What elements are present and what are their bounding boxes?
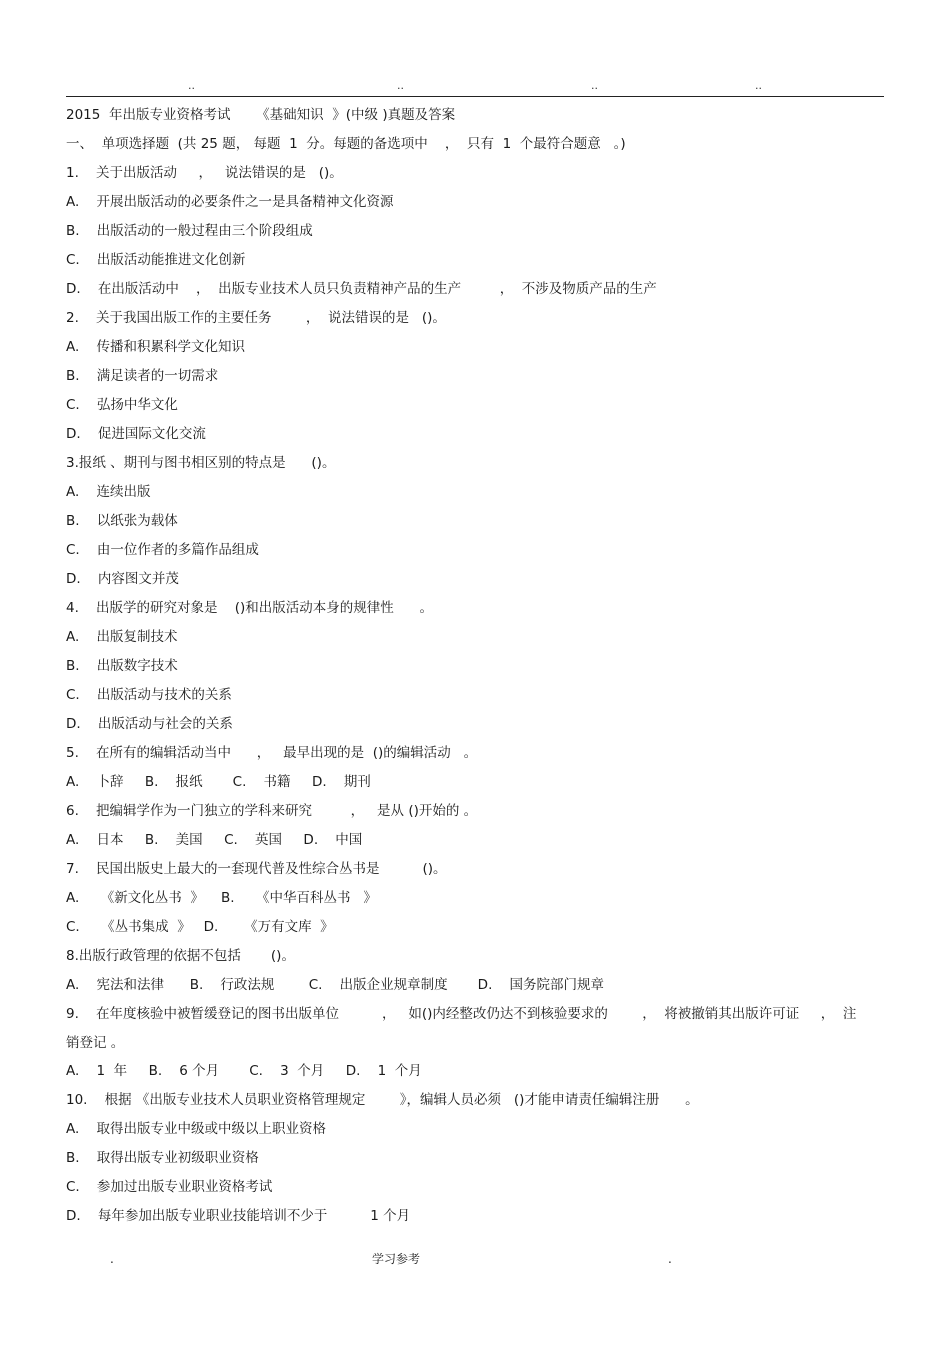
option-line: A. 取得出版专业中级或中级以上职业资格 bbox=[66, 1121, 326, 1137]
question-6: 6. 把编辑学作为一门独立的学科来研究 ， 是从 ()开始的 。 bbox=[66, 803, 478, 819]
footer-mark-right: . bbox=[668, 1252, 672, 1266]
option-line: A. 《新文化丛书 》 B. 《中华百科丛书 》 bbox=[66, 890, 377, 906]
option-line: D. 出版活动与社会的关系 bbox=[66, 716, 233, 732]
footer-text: 学习参考 bbox=[372, 1252, 421, 1266]
option-line: B. 以纸张为载体 bbox=[66, 513, 178, 529]
option-line: B. 取得出版专业初级职业资格 bbox=[66, 1150, 259, 1166]
page-header-marks bbox=[0, 79, 950, 93]
page-footer bbox=[0, 1250, 950, 1268]
option-line: B. 出版数字技术 bbox=[66, 658, 178, 674]
option-line: C. 弘扬中华文化 bbox=[66, 397, 178, 413]
header-mark: .. bbox=[591, 79, 598, 92]
header-mark: .. bbox=[755, 79, 762, 92]
document-title: 2015 年出版专业资格考试 《基础知识 》(中级 )真题及答案 bbox=[66, 107, 456, 123]
option-line: D. 促进国际文化交流 bbox=[66, 426, 206, 442]
question-9: 9. 在年度核验中被暂缓登记的图书出版单位 ， 如()内经整改仍达不到核验要求的 ， 将被撤销其出版许可证 ， 注 bbox=[66, 1006, 857, 1022]
option-line: C. 出版活动能推进文化创新 bbox=[66, 252, 246, 268]
footer-mark-left: . bbox=[110, 1252, 114, 1266]
question-7: 7. 民国出版史上最大的一套现代普及性综合丛书是 ()。 bbox=[66, 861, 447, 877]
question-5: 5. 在所有的编辑活动当中 ， 最早出现的是 ()的编辑活动 。 bbox=[66, 745, 478, 761]
option-line: A. 出版复制技术 bbox=[66, 629, 178, 645]
question-8: 8.出版行政管理的依据不包括 ()。 bbox=[66, 948, 295, 964]
question-1: 1. 关于出版活动 ， 说法错误的是 ()。 bbox=[66, 165, 343, 181]
question-9-continuation: 销登记 。 bbox=[66, 1035, 125, 1051]
option-line: D. 在出版活动中 ， 出版专业技术人员只负责精神产品的生产 ， 不涉及物质产品的生产 bbox=[66, 281, 657, 297]
option-line: A. 宪法和法律 B. 行政法规 C. 出版企业规章制度 D. 国务院部门规章 bbox=[66, 977, 605, 993]
option-line: B. 出版活动的一般过程由三个阶段组成 bbox=[66, 223, 313, 239]
header-mark: .. bbox=[397, 79, 404, 92]
header-mark: .. bbox=[188, 79, 195, 92]
document-body bbox=[66, 101, 886, 1231]
option-line: A. 连续出版 bbox=[66, 484, 151, 500]
option-line: B. 满足读者的一切需求 bbox=[66, 368, 219, 384]
option-line: C. 《丛书集成 》 D. 《万有文库 》 bbox=[66, 919, 334, 935]
option-line: C. 由一位作者的多篇作品组成 bbox=[66, 542, 259, 558]
option-line: A. 卜辞 B. 报纸 C. 书籍 D. 期刊 bbox=[66, 774, 371, 790]
option-line: D. 内容图文并茂 bbox=[66, 571, 179, 587]
option-line: A. 传播和积累科学文化知识 bbox=[66, 339, 245, 355]
option-line: A. 日本 B. 美国 C. 英国 D. 中国 bbox=[66, 832, 363, 848]
option-line: A. 开展出版活动的必要条件之一是具备精神文化资源 bbox=[66, 194, 394, 210]
option-line: C. 出版活动与技术的关系 bbox=[66, 687, 232, 703]
option-line: A. 1 年 B. 6 个月 C. 3 个月 D. 1 个月 bbox=[66, 1063, 422, 1079]
question-10: 10. 根据 《出版专业技术人员职业资格管理规定 》，编辑人员必须 ()才能申请责任编辑注册 。 bbox=[66, 1092, 699, 1108]
option-line: D. 每年参加出版专业职业技能培训不少于 1 个月 bbox=[66, 1208, 411, 1224]
option-line: C. 参加过出版专业职业资格考试 bbox=[66, 1179, 273, 1195]
section-heading: 一、 单项选择题 (共 25 题， 每题 1 分。每题的备选项中 ， 只有 1 个最符合题意 。) bbox=[66, 136, 626, 152]
question-4: 4. 出版学的研究对象是 ()和出版活动本身的规律性 。 bbox=[66, 600, 433, 616]
question-3: 3.报纸 、期刊与图书相区别的特点是 ()。 bbox=[66, 455, 336, 471]
question-2: 2. 关于我国出版工作的主要任务 ， 说法错误的是 ()。 bbox=[66, 310, 446, 326]
header-rule bbox=[66, 96, 884, 97]
